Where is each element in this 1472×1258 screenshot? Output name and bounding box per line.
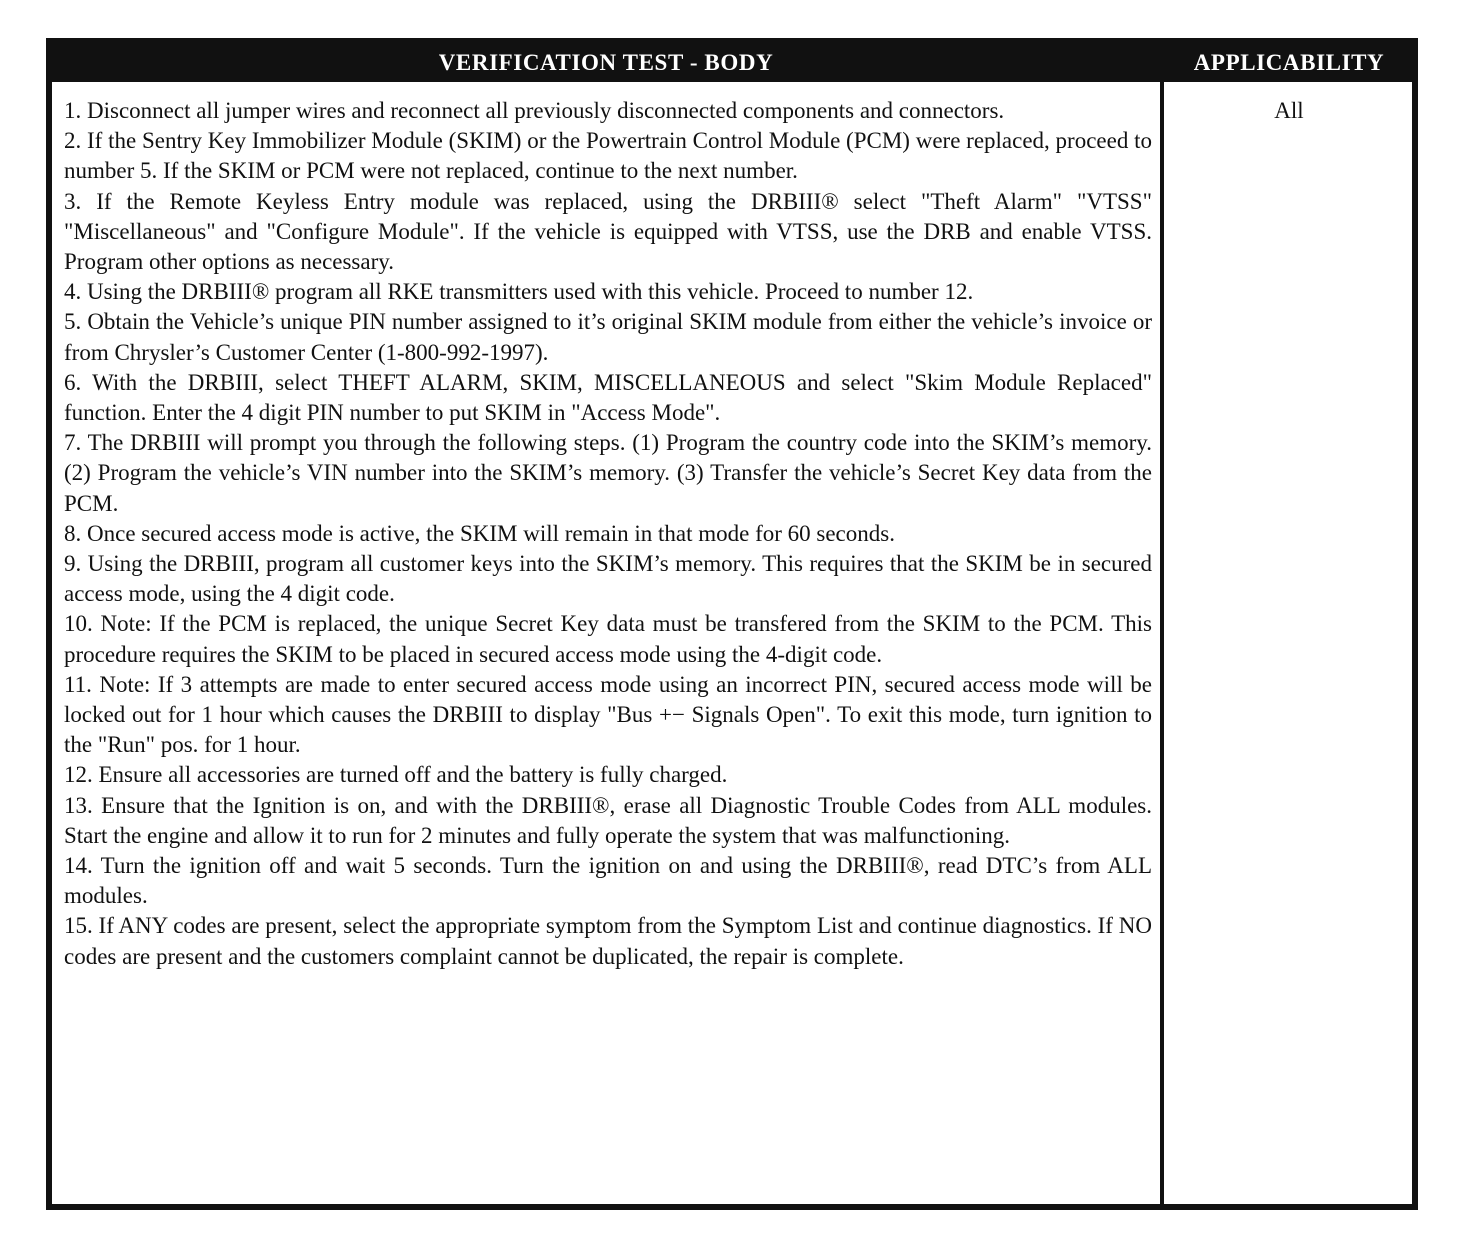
header-verification-test: VERIFICATION TEST - BODY xyxy=(438,50,774,75)
step-item: 2. If the Sentry Key Immobilizer Module (SKIM) or the Powertrain Control Module (PCM) were replaced, proceed to number 5. If the SKIM or PCM were not replaced, continue to the next number. xyxy=(64,128,1152,184)
applicability-value: All xyxy=(1274,98,1304,123)
step-item: 1. Disconnect all jumper wires and reconnect all previously disconnected components and connectors. xyxy=(64,98,1005,123)
table-body-row xyxy=(52,82,1412,1204)
step-item: 13. Ensure that the Ignition is on, and with the DRBIII®, erase all Diagnostic Trouble Codes from ALL modules. Start the engine and allow it to run for 2 minutes and fully operate the system that was malfunctioning. xyxy=(64,792,1152,848)
table-header-row xyxy=(52,44,1412,82)
step-item: 14. Turn the ignition off and wait 5 seconds. Turn the ignition on and using the DRBIII®, read DTC’s from ALL modules. xyxy=(64,853,1152,909)
step-item: 7. The DRBIII will prompt you through the following steps. (1) Program the country code into the SKIM’s memory. (2) Program the vehicle’s VIN number into the SKIM’s memory. (3) Transfer the vehicle’s Secret Key data from the PCM. xyxy=(64,430,1152,516)
step-item: 12. Ensure all accessories are turned off and the battery is fully charged. xyxy=(64,762,728,788)
step-item: 9. Using the DRBIII, program all customer keys into the SKIM’s memory. This requires that the SKIM be in secured access mode, using the 4 digit code. xyxy=(64,551,1152,607)
steps-cell xyxy=(64,96,1152,972)
step-item: 6. With the DRBIII, select THEFT ALARM, SKIM, MISCELLANEOUS and select "Skim Module Replaced" function. Enter the 4 digit PIN number to put SKIM in "Access Mode". xyxy=(64,369,1152,426)
step-item: 8. Once secured access mode is active, the SKIM will remain in that mode for 60 seconds. xyxy=(64,520,895,546)
step-item: 11. Note: If 3 attempts are made to enter secured access mode using an incorrect PIN, secured access mode will be locked out for 1 hour which causes the DRBIII to display "Bus +− Signals Open". To exit this mode, turn ignition to the "Run" pos. for 1 hour. xyxy=(64,671,1152,758)
verification-test-table xyxy=(46,38,1418,1210)
step-item: 4. Using the DRBIII® program all RKE transmitters used with this vehicle. Proceed to number 12. xyxy=(64,279,974,305)
step-item: 5. Obtain the Vehicle’s unique PIN number assigned to it’s original SKIM module from either the vehicle’s invoice or from Chrysler’s Customer Center (1-800-992-1997). xyxy=(64,309,1152,365)
header-applicability: APPLICABILITY xyxy=(1193,50,1385,75)
step-item: 10. Note: If the PCM is replaced, the unique Secret Key data must be transfered from the SKIM to the PCM. This procedure requires the SKIM to be placed in secured access mode using the 4-digit code. xyxy=(64,611,1152,667)
step-item: 15. If ANY codes are present, select the appropriate symptom from the Symptom List and continue diagnostics. If NO codes are present and the customers complaint cannot be duplicated, the repair is complete. xyxy=(64,913,1152,969)
step-item: 3. If the Remote Keyless Entry module was replaced, using the DRBIII® select "Theft Alarm" "VTSS" "Miscellaneous" and "Configure Module". If the vehicle is equipped with VTSS, use the DRB and enable VTSS. Program other options as necessary. xyxy=(64,188,1152,275)
